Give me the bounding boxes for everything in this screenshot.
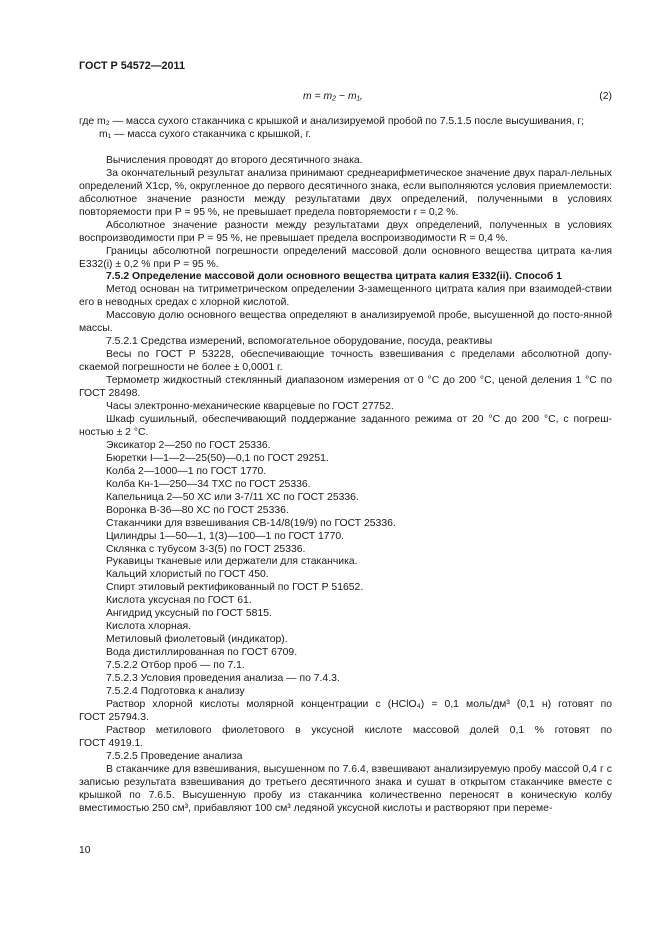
paragraph: Абсолютное значение разности между результатами двух определений, полученных в условиях воспроизводимости при P = 95 %, не превышает предела воспроизводимости R = 0,4 %. bbox=[79, 219, 612, 244]
list-item: Метиловый фиолетовый (индикатор). bbox=[106, 634, 288, 646]
paragraph: Часы электронно-механические кварцевые по ГОСТ 27752. bbox=[106, 401, 394, 413]
list-item: Вода дистиллированная по ГОСТ 6709. bbox=[106, 647, 298, 659]
list-item: Кислота хлорная. bbox=[106, 621, 192, 633]
formula-number: (2) bbox=[599, 91, 612, 102]
list-item: Колба 2—1000—1 по ГОСТ 1770. bbox=[106, 465, 267, 477]
formula: m = m₂ − m₁, bbox=[303, 91, 363, 102]
list-item: Рукавицы тканевые или держатели для стаканчика. bbox=[106, 556, 358, 568]
where-line-2: m₁ — масса сухого стаканчика с крышкой, г. bbox=[99, 128, 311, 140]
formula-line bbox=[79, 91, 612, 105]
paragraph: Шкаф сушильный, обеспечивающий поддержание заданного режима от 20 °С до 200 °С, с погреш-ностью ± 2 °С. bbox=[79, 413, 612, 438]
paragraph: Метод основан на титриметрическом определении 3-замещенного цитрата калия при взаимодей-ствии его в неводных средах с хлорной кислотой. bbox=[79, 284, 612, 309]
list-item: Колба Кн-1—250—34 ТХС по ГОСТ 25336. bbox=[106, 478, 311, 490]
subsection-heading: 7.5.2.1 Средства измерений, вспомогательное оборудование, посуда, реактивы bbox=[106, 336, 493, 348]
where-line-1: где m₂ — масса сухого стаканчика с крышкой и анализируемой пробой по 7.5.1.5 после высушивания, г; bbox=[79, 116, 585, 127]
list-item: Кальций хлористый по ГОСТ 450. bbox=[106, 569, 269, 581]
list-item: Ангидрид уксусный по ГОСТ 5815. bbox=[106, 608, 272, 620]
paragraph: Вычисления проводят до второго десятичного знака. bbox=[106, 154, 363, 166]
paragraph: За окончательный результат анализа принимают среднеарифметическое значение двух парал-лельных определений X1ср, %, округленное до первого десятичного знака, если выполняются условия приемлемости: абсолютное значение разности между результатами двух определений, полученными в условиях повторяемости при P = 95 %, не превышает предела повторяемости r = 0,2 %. bbox=[79, 167, 612, 218]
list-item: Цилиндры 1—50—1, 1(3)—100—1 по ГОСТ 1770. bbox=[106, 530, 345, 542]
subsection-heading: 7.5.2.2 Отбор проб — по 7.1. bbox=[106, 660, 245, 672]
list-item: Спирт этиловый ректификованный по ГОСТ Р 51652. bbox=[106, 582, 364, 594]
document-header: ГОСТ Р 54572—2011 bbox=[79, 60, 185, 72]
paragraph-line: Раствор хлорной кислоты молярной концентрации c (HClO₄) = 0,1 моль/дм³ (0,1 н) готовят по bbox=[106, 698, 612, 710]
subsection-heading: 7.5.2.5 Проведение анализа bbox=[106, 750, 243, 762]
list-item: Капельница 2—50 ХС или 3-7/11 ХС по ГОСТ 25336. bbox=[106, 491, 359, 503]
paragraph-line: ГОСТ 25794.3. bbox=[79, 711, 149, 723]
paragraph: Границы абсолютной погрешности определений массовой доли основного вещества цитрата ка-лия Е332(i) ± 0,2 % при P = 95 %. bbox=[79, 245, 612, 270]
list-item: Склянка с тубусом 3-3(5) по ГОСТ 25336. bbox=[106, 543, 306, 555]
list-item: Кислота уксусная по ГОСТ 61. bbox=[106, 595, 252, 607]
paragraph-line: ГОСТ 4919.1. bbox=[79, 737, 144, 749]
list-item: Воронка В-36—80 ХС по ГОСТ 25336. bbox=[106, 504, 289, 516]
document-body bbox=[79, 116, 612, 816]
section-heading-7-5-2: 7.5.2 Определение массовой доли основного вещества цитрата калия Е332(ii). Способ 1 bbox=[106, 271, 562, 283]
list-item: Эксикатор 2—250 по ГОСТ 25336. bbox=[106, 439, 271, 451]
list-item: Стаканчики для взвешивания СВ-14/8(19/9) по ГОСТ 25336. bbox=[106, 517, 396, 529]
subsection-heading: 7.5.2.3 Условия проведения анализа — по 7.4.3. bbox=[106, 673, 340, 685]
paragraph: Термометр жидкостный стеклянный диапазоном измерения от 0 °С до 200 °С, ценой деления 1 °С по ГОСТ 28498. bbox=[79, 375, 612, 400]
paragraph: В стаканчике для взвешивания, высушенном по 7.6.4, взвешивают анализируемую пробу массой 0,4 г с записью результата взвешивания до третьего десятичного знака и сушат в открытом стаканчике вместе с крышкой по 7.6.5. Высушенную пробу из стаканчика количественно переносят в коническую колбу вместимостью 250 см³, прибавляют 100 см³ ледяной уксусной кислоты и растворяют при переме- bbox=[79, 763, 612, 814]
list-item: Бюретки I—1—2—25(50)—0,1 по ГОСТ 29251. bbox=[106, 452, 329, 464]
paragraph-line: Раствор метилового фиолетового в уксусной кислоте массовой долей 0,1 % готовят по bbox=[106, 724, 612, 736]
subsection-heading: 7.5.2.4 Подготовка к анализу bbox=[106, 685, 245, 697]
paragraph: Весы по ГОСТ Р 53228, обеспечивающие точность взвешивания с пределами абсолютной допу-скаемой погрешности не более ± 0,0001 г. bbox=[79, 349, 612, 374]
page-number: 10 bbox=[79, 845, 91, 856]
paragraph: Массовую долю основного вещества определяют в анализируемой пробе, высушенной до посто-янной массы. bbox=[79, 310, 612, 335]
